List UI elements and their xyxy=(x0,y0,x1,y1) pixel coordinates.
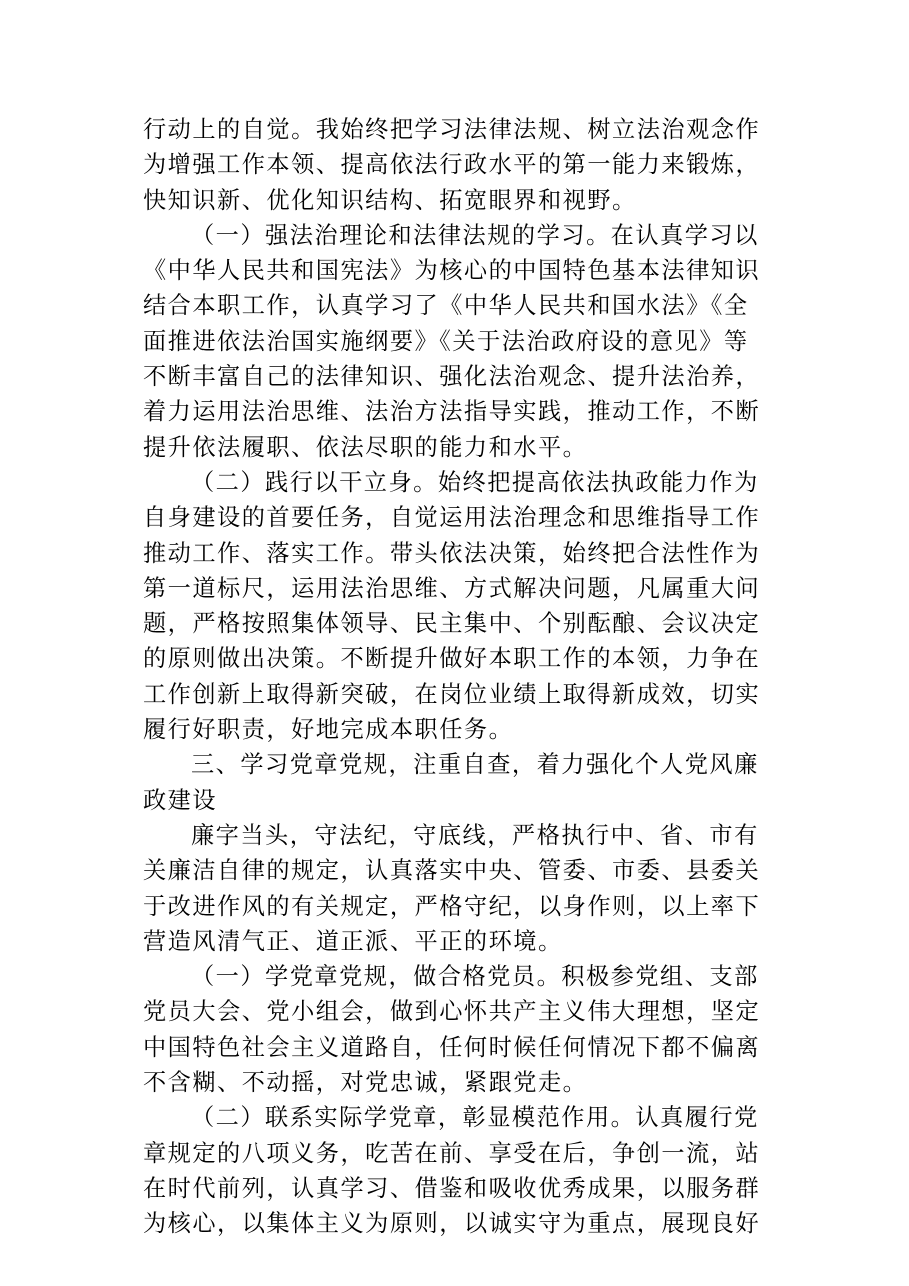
text-line: （一）学党章党规，做合格党员。积极参党组、支部 xyxy=(191,963,759,991)
text-line: 面推进依法治国实施纲要》《关于法治政府设的意见》等 xyxy=(143,327,749,355)
text-line: 不含糊、不动摇，对党忠诚，紧跟党走。 xyxy=(143,1069,588,1097)
text-line: 第一道标尺，运用法治思维、方式解决问题，凡属重大问 xyxy=(143,574,761,602)
text-line: 党员大会、党小组会，做到心怀共产主义伟大理想，坚定 xyxy=(143,998,761,1026)
text-line: （二）践行以干立身。始终把提高依法执政能力作为 xyxy=(191,468,759,496)
text-line: 营造风清气正、道正派、平正的环境。 xyxy=(143,927,563,955)
text-line: （一）强法治理论和法律法规的学习。在认真学习以 xyxy=(191,221,759,249)
text-line: 章规定的八项义务，吃苦在前、享受在后，争创一流，站 xyxy=(143,1139,761,1167)
text-line: 廉字当头，守法纪，守底线，严格执行中、省、市有 xyxy=(191,821,759,849)
text-line: 行动上的自觉。我始终把学习法律法规、树立法治观念作 xyxy=(143,116,761,143)
section-heading-line: 三、学习党章党规，注重自查，着力强化个人党风廉 xyxy=(191,751,759,779)
text-line: 为核心，以集体主义为原则，以诚实守为重点，展现良好 xyxy=(143,1210,761,1238)
text-line: 为增强工作本领、提高依法行政水平的第一能力来锻炼， xyxy=(143,151,761,179)
text-line: 自身建设的首要任务，自觉运用法治理念和思维指导工作 xyxy=(143,504,761,532)
text-line: 中国特色社会主义道路自，任何时候任何情况下都不偏离 xyxy=(143,1033,761,1061)
text-line: 题，严格按照集体领导、民主集中、个别酝酿、会议决定 xyxy=(143,610,761,638)
text-line: 《中华人民共和国宪法》为核心的中国特色基本法律知识 xyxy=(143,257,761,285)
text-line: 着力运用法治思维、法治方法指导实践，推动工作，不断 xyxy=(143,398,761,426)
text-line: 关廉洁自律的规定，认真落实中央、管委、市委、县委关 xyxy=(143,857,761,885)
text-line: 提升依法履职、依法尽职的能力和水平。 xyxy=(143,433,588,461)
text-line: 工作创新上取得新突破，在岗位业绩上取得新成效，切实 xyxy=(143,680,761,708)
text-line: 不断丰富自己的法律知识、强化法治观念、提升法治养， xyxy=(143,363,761,391)
text-line: 推动工作、落实工作。带头依法决策，始终把合法性作为 xyxy=(143,539,761,567)
text-line: 快知识新、优化知识结构、拓宽眼界和视野。 xyxy=(143,186,637,214)
text-line: 结合本职工作，认真学习了《中华人民共和国水法》《全 xyxy=(143,292,749,320)
section-heading-line: 政建设 xyxy=(143,786,218,814)
text-line: （二）联系实际学党章，彰显模范作用。认真履行党 xyxy=(191,1104,759,1132)
document-body xyxy=(143,112,773,1242)
text-line: 在时代前列，认真学习、借鉴和吸收优秀成果，以服务群 xyxy=(143,1174,761,1202)
text-line: 的原则做出决策。不断提升做好本职工作的本领，力争在 xyxy=(143,645,761,673)
text-line: 于改进作风的有关规定，严格守纪，以身作则，以上率下 xyxy=(143,892,761,920)
text-line: 履行好职责，好地完成本职任务。 xyxy=(143,716,514,744)
